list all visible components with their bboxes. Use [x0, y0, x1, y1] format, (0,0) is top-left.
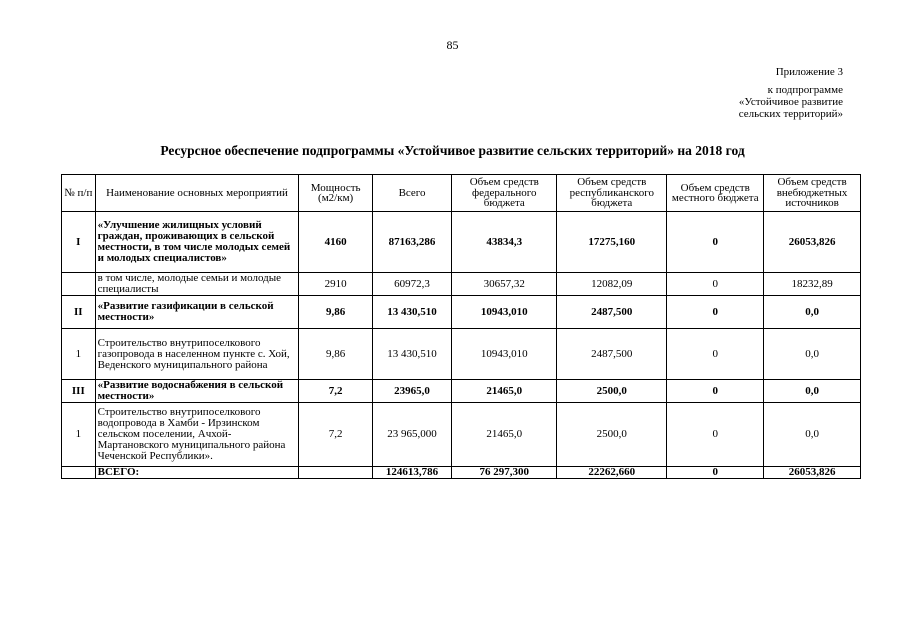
header-cell: Объем средств местного бюджета [667, 175, 764, 212]
cell-local: 0 [667, 212, 764, 273]
cell-federal: 43834,3 [452, 212, 557, 273]
annex-line: к подпрограмме [767, 84, 843, 96]
cell-local: 0 [667, 380, 764, 403]
cell-name: «Развитие газификации в сельской местности» [95, 296, 299, 329]
cell-name: Строительство внутрипоселкового водопровода в Хамби - Ирзинском сельском поселении, Ачхой-Мартановского муниципального района Чеченской Республики». [95, 403, 299, 467]
cell-num: III [62, 380, 96, 403]
cell-republic: 12082,09 [557, 273, 667, 296]
table-row [62, 212, 861, 273]
table-row [62, 329, 861, 380]
cell-name: «Развитие водоснабжения в сельской местности» [95, 380, 299, 403]
cell-name: Строительство внутрипоселкового газопровода в населенном пункте с. Хой, Веденского муниципального района [95, 329, 299, 380]
table-row [62, 296, 861, 329]
page-number: 85 [446, 38, 459, 52]
cell-name: «Улучшение жилищных условий граждан, проживающих в сельской местности, в том числе молодых семей и молодых специалистов» [95, 212, 299, 273]
annex-line: сельских территорий» [738, 108, 843, 120]
header-cell: Наименование основных мероприятий [95, 175, 299, 212]
cell-republic: 2487,500 [557, 329, 667, 380]
cell-power: 2910 [299, 273, 372, 296]
annex-block [739, 66, 843, 120]
cell-republic: 2500,0 [557, 380, 667, 403]
cell-republic: 17275,160 [557, 212, 667, 273]
cell-total: 23 965,000 [372, 403, 451, 467]
annex-title: Приложение 3 [775, 66, 843, 78]
cell-federal: 10943,010 [452, 329, 557, 380]
cell-power: 4160 [299, 212, 372, 273]
cell-power: 7,2 [299, 403, 372, 467]
cell-name: в том числе, молодые семьи и молодые специалисты [95, 273, 299, 296]
cell-federal: 76 297,300 [452, 467, 557, 479]
table-row [62, 380, 861, 403]
cell-power: 9,86 [299, 329, 372, 380]
cell-num: I [62, 212, 96, 273]
cell-local: 0 [667, 273, 764, 296]
cell-extra: 0,0 [764, 329, 861, 380]
cell-extra: 0,0 [764, 296, 861, 329]
header-cell: Объем средств республиканского бюджета [557, 175, 667, 212]
cell-power [299, 467, 372, 479]
resource-table [61, 174, 861, 479]
header-cell: Объем средств федерального бюджета [452, 175, 557, 212]
cell-federal: 21465,0 [452, 403, 557, 467]
cell-total: 23965,0 [372, 380, 451, 403]
cell-num: 1 [62, 403, 96, 467]
cell-extra: 18232,89 [764, 273, 861, 296]
cell-name: ВСЕГО: [95, 467, 299, 479]
cell-republic: 2487,500 [557, 296, 667, 329]
cell-local: 0 [667, 329, 764, 380]
annex-line: «Устойчивое развитие [738, 96, 843, 108]
cell-federal: 30657,32 [452, 273, 557, 296]
cell-federal: 10943,010 [452, 296, 557, 329]
cell-extra: 0,0 [764, 380, 861, 403]
cell-power: 7,2 [299, 380, 372, 403]
cell-republic: 2500,0 [557, 403, 667, 467]
cell-local: 0 [667, 296, 764, 329]
cell-extra: 26053,826 [764, 467, 861, 479]
cell-num: 1 [62, 329, 96, 380]
header-cell: Всего [372, 175, 451, 212]
cell-republic: 22262,660 [557, 467, 667, 479]
cell-total: 13 430,510 [372, 329, 451, 380]
header-cell: № п/п [62, 175, 96, 212]
cell-num: II [62, 296, 96, 329]
header-cell: Мощность (м2/км) [299, 175, 372, 212]
cell-extra: 26053,826 [764, 212, 861, 273]
document-title: Ресурсное обеспечение подпрограммы «Устойчивое развитие сельских территорий» на 2018 год [160, 143, 745, 158]
cell-total: 13 430,510 [372, 296, 451, 329]
cell-power: 9,86 [299, 296, 372, 329]
cell-num [62, 467, 96, 479]
table-row-total [62, 467, 861, 479]
cell-total: 60972,3 [372, 273, 451, 296]
cell-num [62, 273, 96, 296]
table-header-row [62, 175, 861, 212]
cell-total: 124613,786 [372, 467, 451, 479]
cell-local: 0 [667, 467, 764, 479]
cell-total: 87163,286 [372, 212, 451, 273]
table-row [62, 403, 861, 467]
cell-local: 0 [667, 403, 764, 467]
header-cell: Объем средств внебюджетных источников [764, 175, 861, 212]
cell-federal: 21465,0 [452, 380, 557, 403]
cell-extra: 0,0 [764, 403, 861, 467]
table-row [62, 273, 861, 296]
